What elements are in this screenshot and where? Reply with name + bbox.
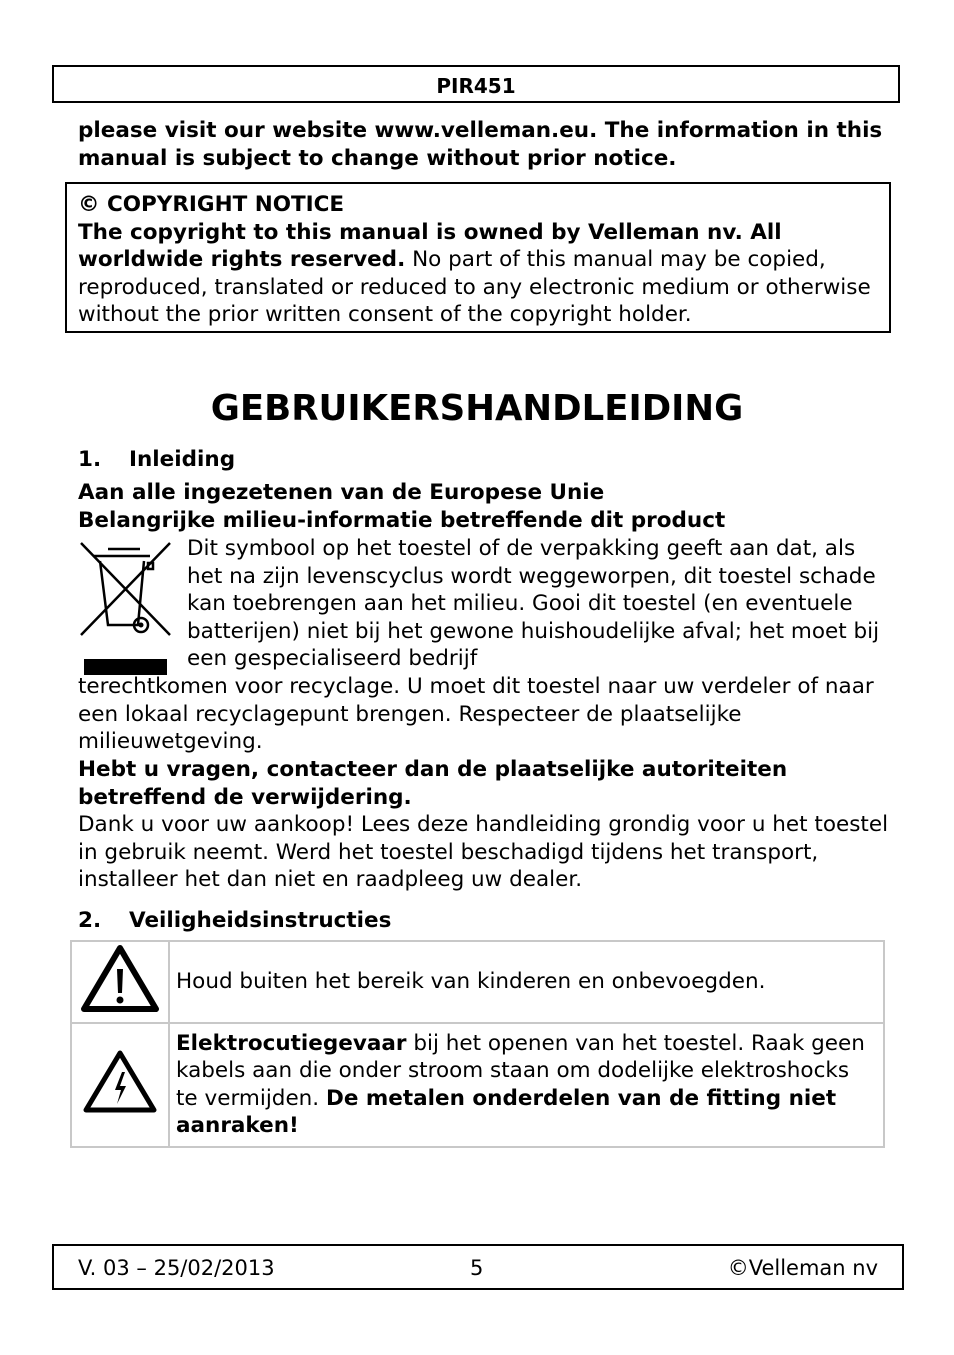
header-box [52,65,900,103]
copyright-text: No part of this manual may be copied, reproduced, translated or reduced to any electronic medium or otherwise without the prior written consent of the copyright holder. [78,247,871,328]
weee-text-continued: terechtkomen voor recyclage. U moet dit toestel naar uw verdeler of naar een lokaal recyclagepunt brengen. Respecteer de plaatselijke milieuwetgeving. [78,674,874,755]
page-title: GEBRUIKERSHANDLEIDING [210,388,744,429]
footer-page-number: 5 [470,1256,484,1280]
section2-number: 2. [78,908,102,933]
copyright-body [78,219,889,329]
section2-title: Veiligheidsinstructies [129,908,392,933]
fitting-warning-bold: De metalen onderdelen van de fitting niet aanraken! [176,1085,837,1139]
electric-shock-icon [82,1048,158,1114]
weee-text: Dit symbool op het toestel of de verpakking geeft aan dat, als het na zijn levenscyclus wordt weggeworpen, dit toestel schade kan toebrengen aan het milieu. Gooi dit toestel (en eventuele batterijen) niet bij het gewone huishoudelijke afval; het moet bij een gespecialiseerd bedrijf [187,536,880,672]
copyright-title: © COPYRIGHT NOTICE [78,192,345,217]
model-name: PIR451 [436,74,516,98]
questions-text: Hebt u vragen, contacteer dan de plaatselijke autoriteiten betreffend de verwijdering. [78,757,788,810]
section1-subheading-2: Belangrijke milieu-informatie betreffende dit product [78,508,726,533]
intro-text: please visit our website www.velleman.eu. The information in this manual is subject to change without prior notice. [78,118,883,171]
safety-text-cell [169,1023,884,1147]
safety-icon-cell [71,941,169,1023]
safety-text-cell [169,941,884,1023]
section2-heading [78,908,391,933]
shock-warning-bold: Elektrocutiegevaar [176,1030,407,1056]
section1-subheading-1: Aan alle ingezetenen van de Europese Unie [78,480,605,505]
weee-bin-icon [78,537,176,677]
copyright-box [65,182,891,333]
safety-table [70,940,885,1148]
safety-row [71,941,884,1023]
footer-copyright: ©Velleman nv [727,1256,878,1280]
section1-title: Inleiding [129,447,236,472]
safety-icon-cell [71,1023,169,1147]
footer-version: V. 03 – 25/02/2013 [78,1256,275,1280]
section1-number: 1. [78,447,102,472]
thanks-text: Dank u voor uw aankoop! Lees deze handleiding grondig voor u het toestel in gebruik neemt. Werd het toestel beschadigd tijdens het transport, installeer het dan niet en raadpleeg uw dealer. [78,812,889,893]
copyright-bold-text: The copyright to this manual is owned by Velleman nv. All worldwide rights reserved. [78,219,782,273]
safety-row [71,1023,884,1147]
shock-warning-text: bij het openen van het toestel. Raak geen kabels aan die onder stroom staan om dodelijke elektroshocks te vermijden. [176,1030,865,1111]
section1-heading [78,447,235,472]
warning-triangle-icon [80,943,160,1013]
safety-text-1: Houd buiten het bereik van kinderen en onbevoegden. [176,969,766,994]
footer [52,1244,904,1290]
